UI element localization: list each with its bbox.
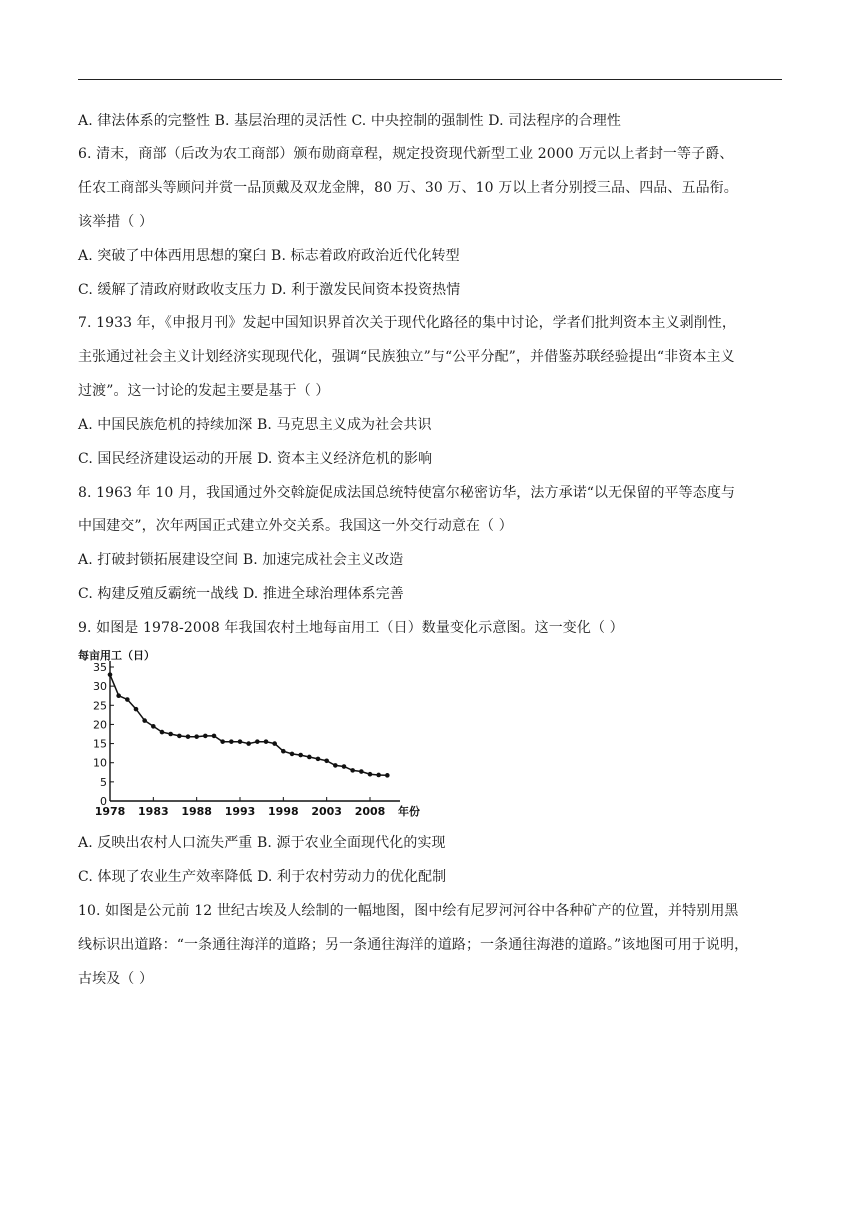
y-tick-label: 20 [93,718,107,732]
q7-options-line-1: A. 中国民族危机的持续加深 B. 马克思主义成为社会共识 [78,417,432,433]
q8-stem-line-2: 中国建交”，次年两国正式建立外交关系。我国这一外交行动意在（ ） [78,518,513,534]
data-point [255,739,260,744]
q5-options-line: A. 律法体系的完整性 B. 基层治理的灵活性 C. 中央控制的强制性 D. 司法程序的合理性 [78,113,621,129]
q6-stem-line-3: 该举措（ ） [78,214,154,230]
data-point [316,757,321,762]
data-point [142,718,147,723]
data-point [307,755,312,760]
y-axis-title: 每亩用工（日） [78,649,155,662]
data-point [116,693,121,698]
q9-options-line-2: C. 体现了农业生产效率降低 D. 利于农村劳动力的优化配制 [78,869,447,885]
data-point [272,741,277,746]
x-tick-label: 1998 [268,805,299,818]
q7-options-line-2: C. 国民经济建设运动的开展 D. 资本主义经济危机的影响 [78,451,433,467]
data-point [220,739,225,744]
data-point [238,739,243,744]
q6-stem-line-2: 任农工商部头等顾问并赏一品顶戴及双龙金牌，80 万、30 万、10 万以上者分别授三品、四品、五品衔。 [78,180,738,196]
data-point [177,734,182,739]
y-tick-label: 30 [93,680,107,694]
q10-stem-line-2: 线标识出道路：“一条通往海洋的道路；另一条通往海洋的道路；一条通往海港的道路。”该地图可用于说明， [78,937,749,953]
header-rule [78,79,782,80]
data-point [125,697,130,702]
q9-stem-line: 9. 如图是 1978-2008 年我国农村土地每亩用工（日）数量变化示意图。这一变化（ ） [78,620,624,636]
data-point [333,763,338,768]
data-point [229,739,234,744]
data-point [160,730,165,735]
x-tick-label: 1988 [181,805,212,818]
data-point [246,741,251,746]
data-point [134,707,139,712]
q6-options-line-2: C. 缓解了清政府财政收支压力 D. 利于激发民间资本投资热情 [78,282,461,298]
data-point [194,734,199,739]
x-tick-label: 1978 [94,805,126,818]
y-tick-label: 25 [93,699,107,713]
data-point [350,768,355,773]
q6-options-line-1: A. 突破了中体西用思想的窠臼 B. 标志着政府政治近代化转型 [78,248,460,264]
q8-stem-line-1: 8. 1963 年 10 月，我国通过外交斡旋促成法国总统特使富尔秘密访华，法方承诺“以无保留的平等态度与 [78,485,736,501]
y-tick-label: 35 [93,661,107,674]
data-point [324,759,329,764]
q7-stem-line-3: 过渡”。这一讨论的发起主要是基于（ ） [78,383,330,399]
q7-stem-line-1: 7. 1933 年，《申报月刊》发起中国知识界首次关于现代化路径的集中讨论，学者们批判资本主义剥削性， [78,315,736,331]
y-tick-label: 10 [93,756,107,770]
data-point [342,764,347,769]
x-tick-label: 1993 [224,805,256,818]
data-point [108,672,113,677]
q7-stem-line-2: 主张通过社会主义计划经济实现现代化，强调“民族独立”与“公平分配”，并借鉴苏联经验提出“非资本主义 [78,349,735,365]
q10-stem-line-3: 古埃及（ ） [78,971,154,987]
data-point [385,773,390,778]
data-point [281,749,286,754]
q6-stem-line-1: 6. 清末，商部（后改为农工商部）颁布勋商章程，规定投资现代新型工业 2000 万元以上者封一等子爵、 [78,146,734,162]
rural-labor-chart [78,647,420,823]
x-tick-label: 2008 [354,805,386,818]
data-point [151,724,156,729]
data-point [368,772,373,777]
chart-canvas [78,647,420,823]
data-point [290,752,295,757]
data-point [359,769,364,774]
data-point [298,753,303,758]
y-tick-label: 0 [100,795,107,808]
data-point [203,734,208,739]
data-point [212,734,217,739]
x-tick-label: 2003 [311,805,342,818]
data-point [186,734,191,739]
q10-stem-line-1: 10. 如图是公元前 12 世纪古埃及人绘制的一幅地图，图中绘有尼罗河河谷中各种矿产的位置，并特别用黑 [78,903,739,919]
y-tick-label: 15 [93,737,107,751]
x-tick-label: 1983 [138,805,169,818]
q8-options-line-2: C. 构建反殖反霸统一战线 D. 推进全球治理体系完善 [78,586,404,602]
data-point [168,732,173,737]
q9-options-line-1: A. 反映出农村人口流失严重 B. 源于农业全面现代化的实现 [78,835,446,851]
x-axis-title: 年份 [398,805,420,818]
data-point [376,773,381,778]
q8-options-line-1: A. 打破封锁拓展建设空间 B. 加速完成社会主义改造 [78,552,404,568]
y-tick-label: 5 [100,775,107,789]
data-point [264,739,269,744]
